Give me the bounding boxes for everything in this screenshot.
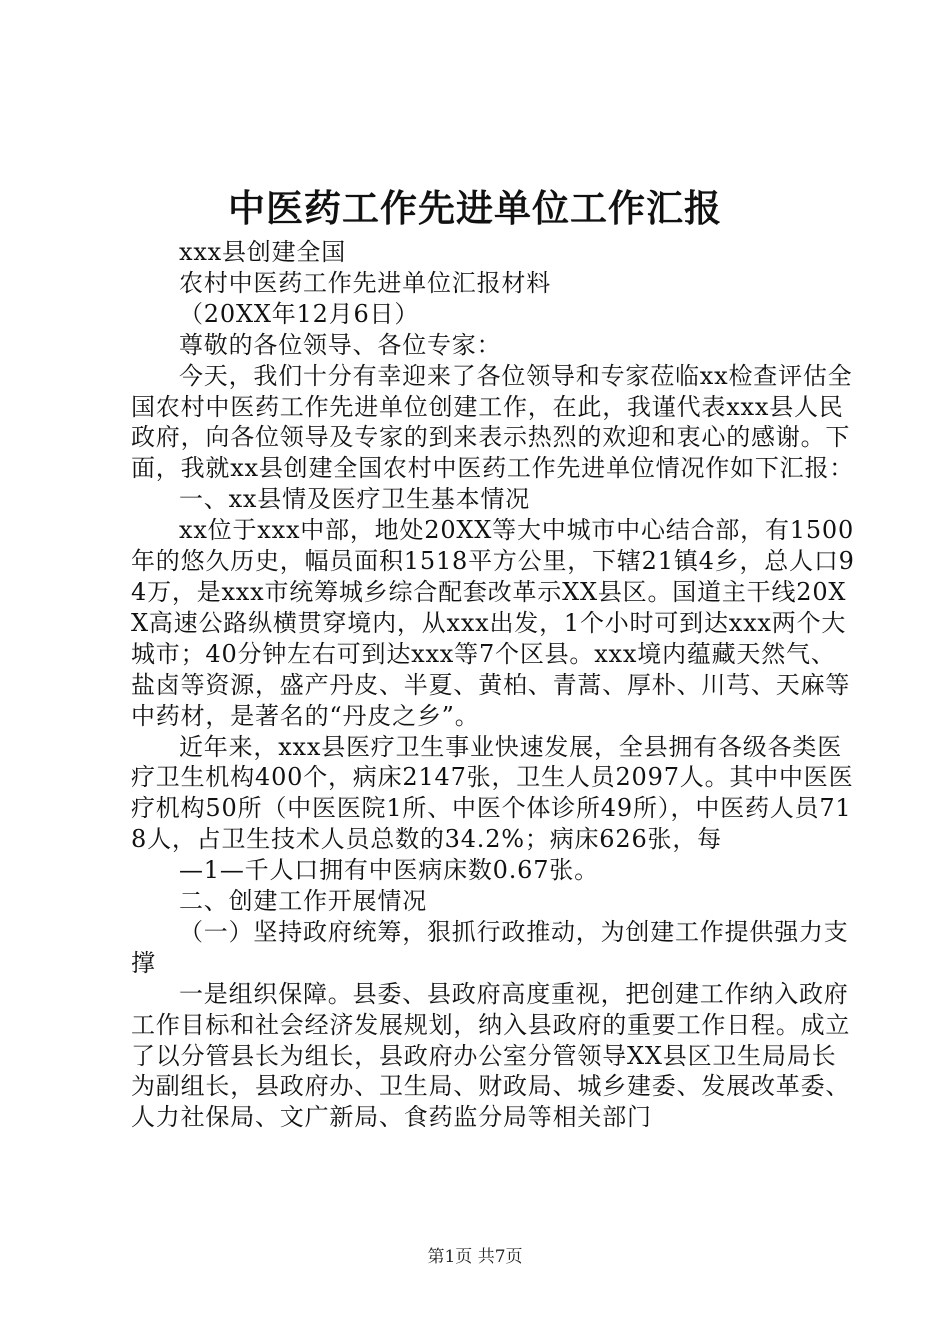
paragraph-header-line-1: xxx县创建全国 [179,238,347,266]
paragraph-date: （20XX年12月6日） [179,299,420,328]
paragraph-header-line-2: 农村中医药工作先进单位汇报材料 [179,268,551,297]
paragraph-organization: 一是组织保障。县委、县政府高度重视，把创建工作纳入政府工作目标和社会经济发展规划，纳入县政府的重要工作日程。成立了以分管县长为组长，县政府办公室分管领导XX县区卫生局局长为副组长，县政府办、卫生局、财政局、城乡建委、发展改革委、人力社保局、文广新局、食药监分局等相关部门 [131,979,851,1132]
paragraph-health-overview: 近年来，xxx县医疗卫生事业快速发展，全县拥有各级各类医疗卫生机构400个，病床2147张，卫生人员2097人。其中中医医疗机构50所（中医医院1所、中医个体诊所49所），中医药人员718人，占卫生技术人员总数的34.2%；病床626张，每 [131,732,854,854]
page-footer: 第1页 共7页 [427,1247,523,1267]
paragraph-page-break-continuation: —1—千人口拥有中医病床数0.67张。 [179,856,599,885]
document-body [131,237,859,1133]
paragraph-salutation: 尊敬的各位领导、各位专家： [179,330,502,359]
paragraph-county-overview: xx位于xxx中部，地处20XX等大中城市中心结合部，有1500年的悠久历史，幅员面积1518平方公里，下辖21镇4乡，总人口94万，是xxx市统筹城乡综合配套改革示XX县区。国道主干线20XX高速公路纵横贯穿境内，从xxx出发，1个小时可到达xxx两个大城市；40分钟左右可到达xxx等7个区县。xxx境内蕴藏天然气、盐卤等资源，盛产丹皮、半夏、黄柏、青蒿、厚朴、川芎、天麻等中药材，是著名的“丹皮之乡”。 [131,516,855,730]
paragraph-intro: 今天，我们十分有幸迎来了各位领导和专家莅临xx检查评估全国农村中医药工作先进单位创建工作，在此，我谨代表xxx县人民政府，向各位领导及专家的到来表示热烈的欢迎和衷心的感谢。下面，我就xx县创建全国农村中医药工作先进单位情况作如下汇报： [131,361,855,483]
section-heading-2: 二、创建工作开展情况 [179,887,427,916]
document-title: 中医药工作先进单位工作汇报 [228,186,722,230]
subsection-heading-1: （一）坚持政府统筹，狠抓行政推动，为创建工作提供强力支撑 [131,917,849,977]
section-heading-1: 一、xx县情及医疗卫生基本情况 [179,485,531,514]
